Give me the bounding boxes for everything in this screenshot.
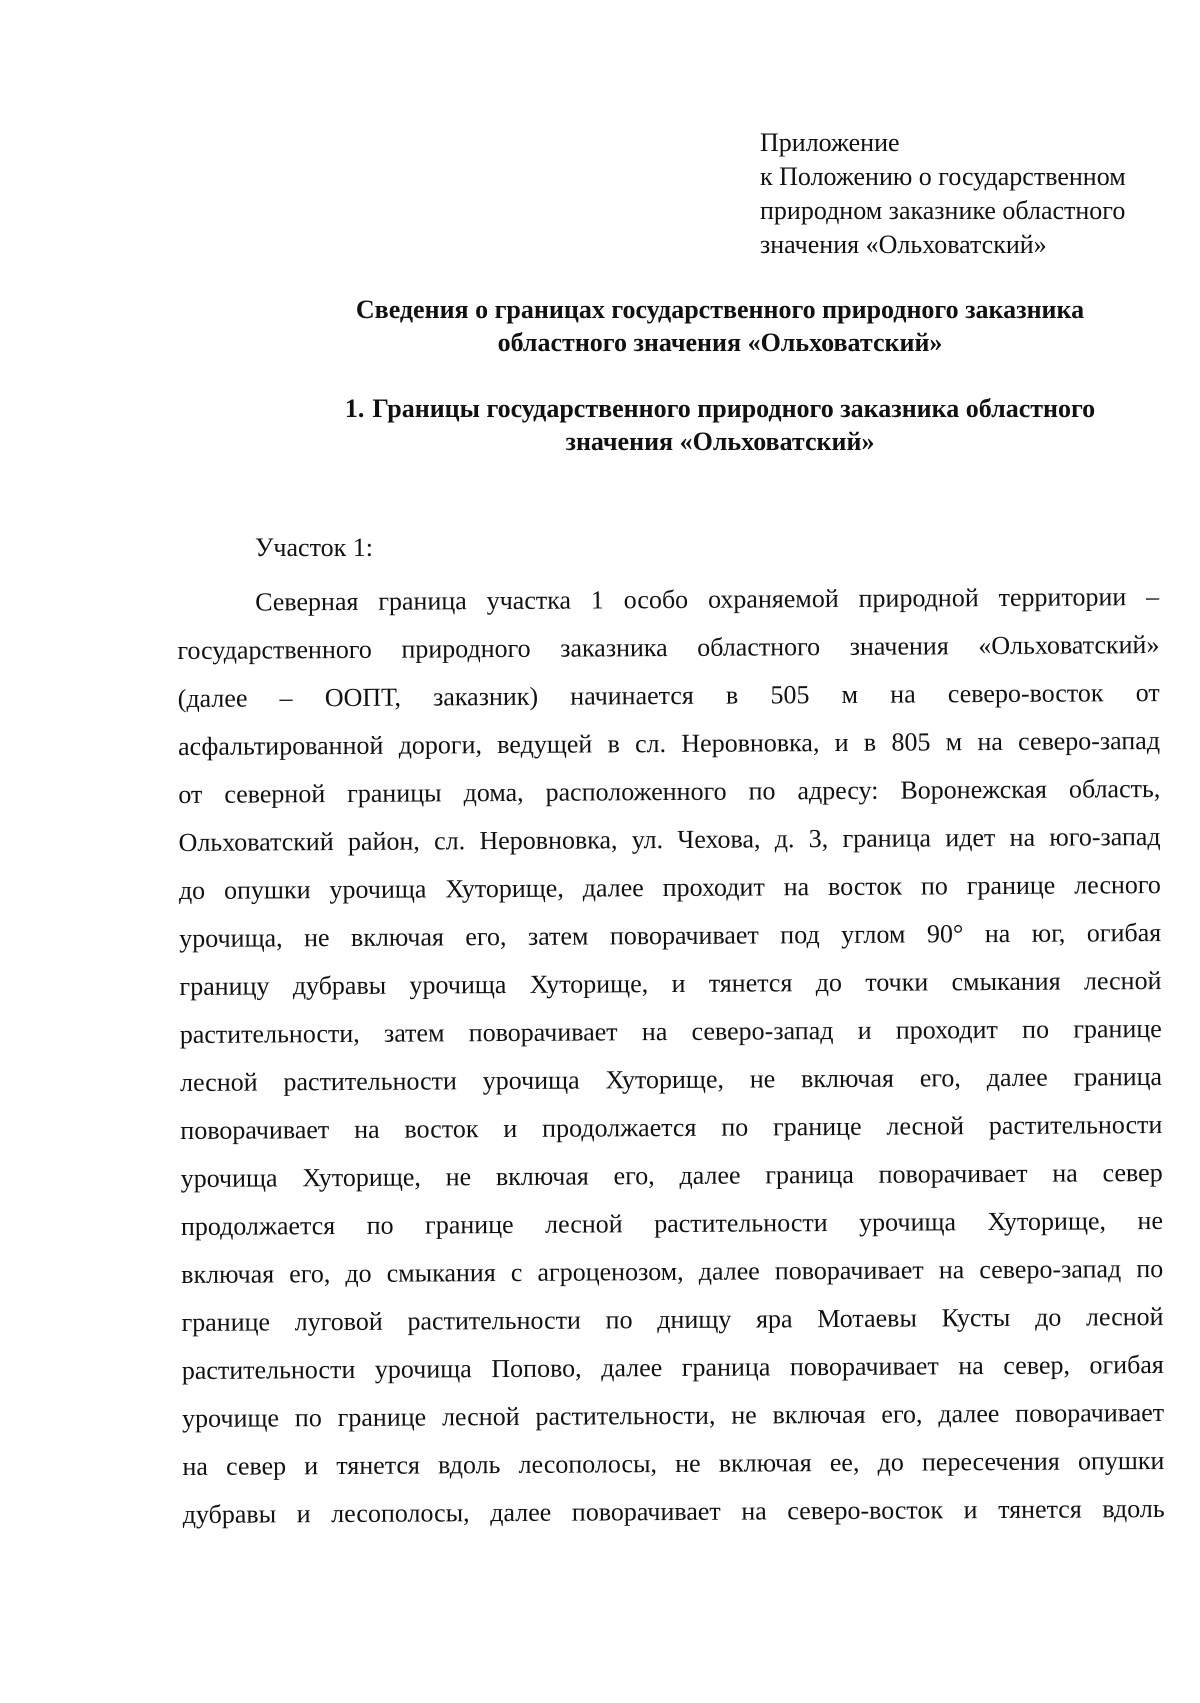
body-line: границу дубравы урочища Хуторище, и тянется до точки смыкания лесной xyxy=(179,965,1162,1001)
body-line: растительности урочища Попово, далее граница поворачивает на север, огибая xyxy=(181,1349,1164,1385)
body-line: включая его, до смыкания с агроценозом, далее поворачивает на северо-запад по xyxy=(181,1253,1164,1289)
appendix-line: к Положению о государственном xyxy=(760,162,1126,191)
body-paragraph xyxy=(177,573,1165,1539)
section-heading-line xyxy=(270,392,1170,425)
body-line: урочища, не включая его, затем поворачивает под углом 90° на юг, огибая xyxy=(179,917,1162,953)
appendix-line: природном заказнике областного xyxy=(760,196,1126,225)
section-title-line: Границы государственного природного заказника областного xyxy=(372,394,1096,423)
body-line: границе луговой растительности по днищу яра Мотаевы Кусты до лесной xyxy=(181,1301,1164,1337)
plot-label: Участок 1: xyxy=(255,533,373,562)
body-line: до опушки урочища Хуторище, далее проходит на восток по границе лесного xyxy=(178,869,1161,905)
body-line: продолжается по границе лесной растительности урочища Хуторище, не xyxy=(180,1205,1164,1241)
appendix-line: Приложение xyxy=(760,128,900,157)
body-line: поворачивает на восток и продолжается по границе лесной растительности xyxy=(180,1109,1163,1145)
appendix-line: значения «Ольховатский» xyxy=(760,230,1047,259)
section-title-line: значения «Ольховатский» xyxy=(565,427,875,456)
body-line: государственного природного заказника областного значения «Ольховатский» xyxy=(177,630,1160,665)
body-line: Северная граница участка 1 особо охраняемой природной территории – xyxy=(255,582,1160,617)
title-line: Сведения о границах государственного природного заказника xyxy=(355,295,1085,324)
body-line: асфальтированной дороги, ведущей в сл. Неровновка, и в 805 м на северо-запад xyxy=(177,725,1161,761)
title-line: областного значения «Ольховатский» xyxy=(497,328,943,357)
body-line: (далее – ООПТ, заказник) начинается в 505 м на северо-восток от xyxy=(177,677,1160,713)
body-line: дубравы и лесополосы, далее поворачивает на северо-восток и тянется вдоль xyxy=(182,1493,1165,1529)
body-line: от северной границы дома, расположенного по адресу: Воронежская область, xyxy=(178,773,1161,809)
body-line: урочища Хуторище, не включая его, далее граница поворачивает на север xyxy=(180,1157,1163,1193)
body-line: растительности, затем поворачивает на северо-запад и проходит по границе xyxy=(179,1013,1162,1049)
section-heading xyxy=(270,392,1170,458)
document-title xyxy=(270,293,1170,359)
body-line: лесной растительности урочища Хуторище, не включая его, далее граница xyxy=(179,1061,1163,1097)
body-line: на север и тянется вдоль лесополосы, не включая ее, до пересечения опушки xyxy=(182,1445,1165,1481)
appendix-block xyxy=(760,126,1180,262)
body-line: Ольховатский район, сл. Неровновка, ул. Чехова, д. 3, граница идет на юго-запад xyxy=(178,821,1161,857)
section-number: 1. xyxy=(344,394,365,423)
body-line: урочище по границе лесной растительности, не включая его, далее поворачивает xyxy=(182,1397,1165,1433)
